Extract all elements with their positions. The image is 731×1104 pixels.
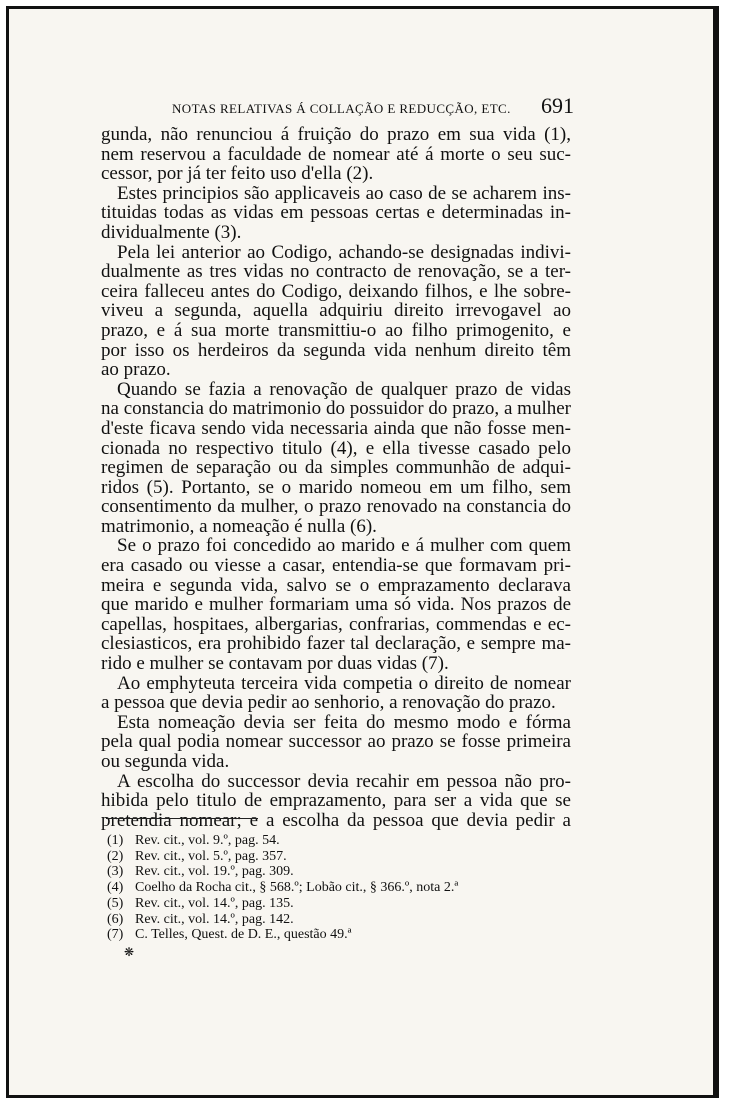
footnote-number: (1) (107, 833, 124, 848)
footnote (107, 927, 577, 943)
footnotes (107, 833, 577, 943)
footnote-number: (7) (107, 927, 124, 943)
text-line: consentimento da mulher, o prazo renovado na constancia do (101, 496, 571, 518)
main-text (101, 125, 571, 830)
text-line: Esta nomeação devia ser feita do mesmo modo e fórma (117, 711, 571, 733)
text-line: ao prazo. (101, 359, 171, 381)
text-line: Pela lei anterior ao Codigo, achando-se designadas indivi- (117, 241, 571, 263)
footnote (107, 864, 577, 880)
text-line: ceira falleceu antes do Codigo, deixando filhos, e lhe sobre- (101, 280, 571, 302)
text-line: ridos (5). Portanto, se o marido nomeou em um filho, sem (101, 476, 571, 498)
footnote-number: (4) (107, 880, 124, 896)
text-line: d'este ficava sendo vida necessaria ainda que não fosse men- (101, 417, 571, 439)
footnote-text: C. Telles, Quest. de D. E., questão 49.ª (135, 927, 352, 943)
footnote-number: (3) (107, 864, 124, 880)
text-line: cionada no respectivo titulo (4), e ella tivesse casado pelo (101, 437, 571, 459)
text-line: era casado ou viesse a casar, entendia-se que formavam pri- (101, 555, 571, 577)
end-mark-icon: ❋ (124, 945, 135, 959)
text-line: pretendia nomear; e a escolha da pessoa que devia pedir a (101, 809, 571, 831)
text-line: pela qual podia nomear successor ao prazo se fosse primeira (101, 731, 571, 753)
text-line: Se o prazo foi concedido ao marido e á mulher com quem (117, 535, 571, 557)
text-line: nem reservou a faculdade de nomear até á morte o seu suc- (101, 143, 571, 165)
text-line: dividualmente (3). (101, 221, 242, 243)
text-line: por isso os herdeiros da segunda vida nenhum direito têm (101, 339, 571, 361)
footnote-number: (5) (107, 895, 124, 911)
footnote-text: Rev. cit., vol. 14.º, pag. 135. (135, 895, 294, 911)
text-line: matrimonio, a nomeação é nulla (6). (101, 515, 377, 537)
text-line: rido e mulher se contavam por duas vidas (7). (101, 653, 449, 675)
text-line: meira e segunda vida, salvo se o emprazamento declarava (101, 574, 571, 596)
footnote (107, 849, 577, 865)
footnote-rule (106, 818, 258, 819)
text-line: que marido e mulher formariam uma só vida. Nos prazos de (101, 594, 571, 616)
footnote-number: (6) (107, 911, 124, 927)
footnote (107, 896, 577, 912)
text-line: a pessoa que devia pedir ao senhorio, a renovação do prazo. (101, 692, 556, 714)
text-line: hibida pelo titulo de emprazamento, para ser a vida que se (101, 790, 571, 812)
footnote-text: Rev. cit., vol. 14.º, pag. 142. (135, 911, 294, 927)
text-line: cessor, por já ter feito uso d'ella (2). (101, 163, 374, 185)
footnote-number: (2) (107, 848, 124, 864)
text-line: dualmente as tres vidas no contracto de renovação, se a ter- (101, 261, 571, 283)
text-line: Estes principios são applicaveis ao caso de se acharem ins- (117, 182, 571, 204)
text-line: capellas, hospitaes, albergarias, confrarias, commendas e ec- (101, 613, 571, 635)
text-line: prazo, e á sua morte transmittiu-o ao filho primogenito, e (101, 319, 571, 341)
footnote-text: Rev. cit., vol. 9.º, pag. 54. (135, 833, 280, 848)
footnote-text: Rev. cit., vol. 5.º, pag. 357. (135, 848, 287, 864)
page-number: 691 (541, 93, 574, 118)
text-line: na constancia do matrimonio do possuidor do prazo, a mulher (101, 398, 571, 420)
text-line: Quando se fazia a renovação de qualquer prazo de vidas (117, 378, 571, 400)
text-line: tituidas todas as vidas em pessoas certas e determinadas in- (101, 202, 571, 224)
text-line: A escolha do successor devia recahir em pessoa não pro- (117, 770, 571, 792)
text-line: Ao emphyteuta terceira vida competia o direito de nomear (117, 672, 571, 694)
text-line: gunda, não renunciou á fruição do prazo em sua vida (1), (101, 124, 571, 145)
footnote-text: Coelho da Rocha cit., § 568.º; Lobão cit., § 366.º, nota 2.ª (135, 880, 459, 896)
footnote (107, 880, 577, 896)
text-line: clesiasticos, era prohibido fazer tal declaração, e sempre ma- (101, 633, 571, 655)
footnote (107, 833, 577, 849)
footnote (107, 912, 577, 928)
text-line: regimen de separação ou da simples communhão de adqui- (101, 457, 571, 479)
running-header: NOTAS RELATIVAS Á COLLAÇÃO E REDUCÇÃO, ETC. (172, 101, 511, 116)
text-line: ou segunda vida. (101, 751, 230, 772)
footnote-text: Rev. cit., vol. 19.º, pag. 309. (135, 864, 294, 880)
text-line: viveu a segunda, aquella adquiriu direito irrevogavel ao (101, 300, 571, 322)
